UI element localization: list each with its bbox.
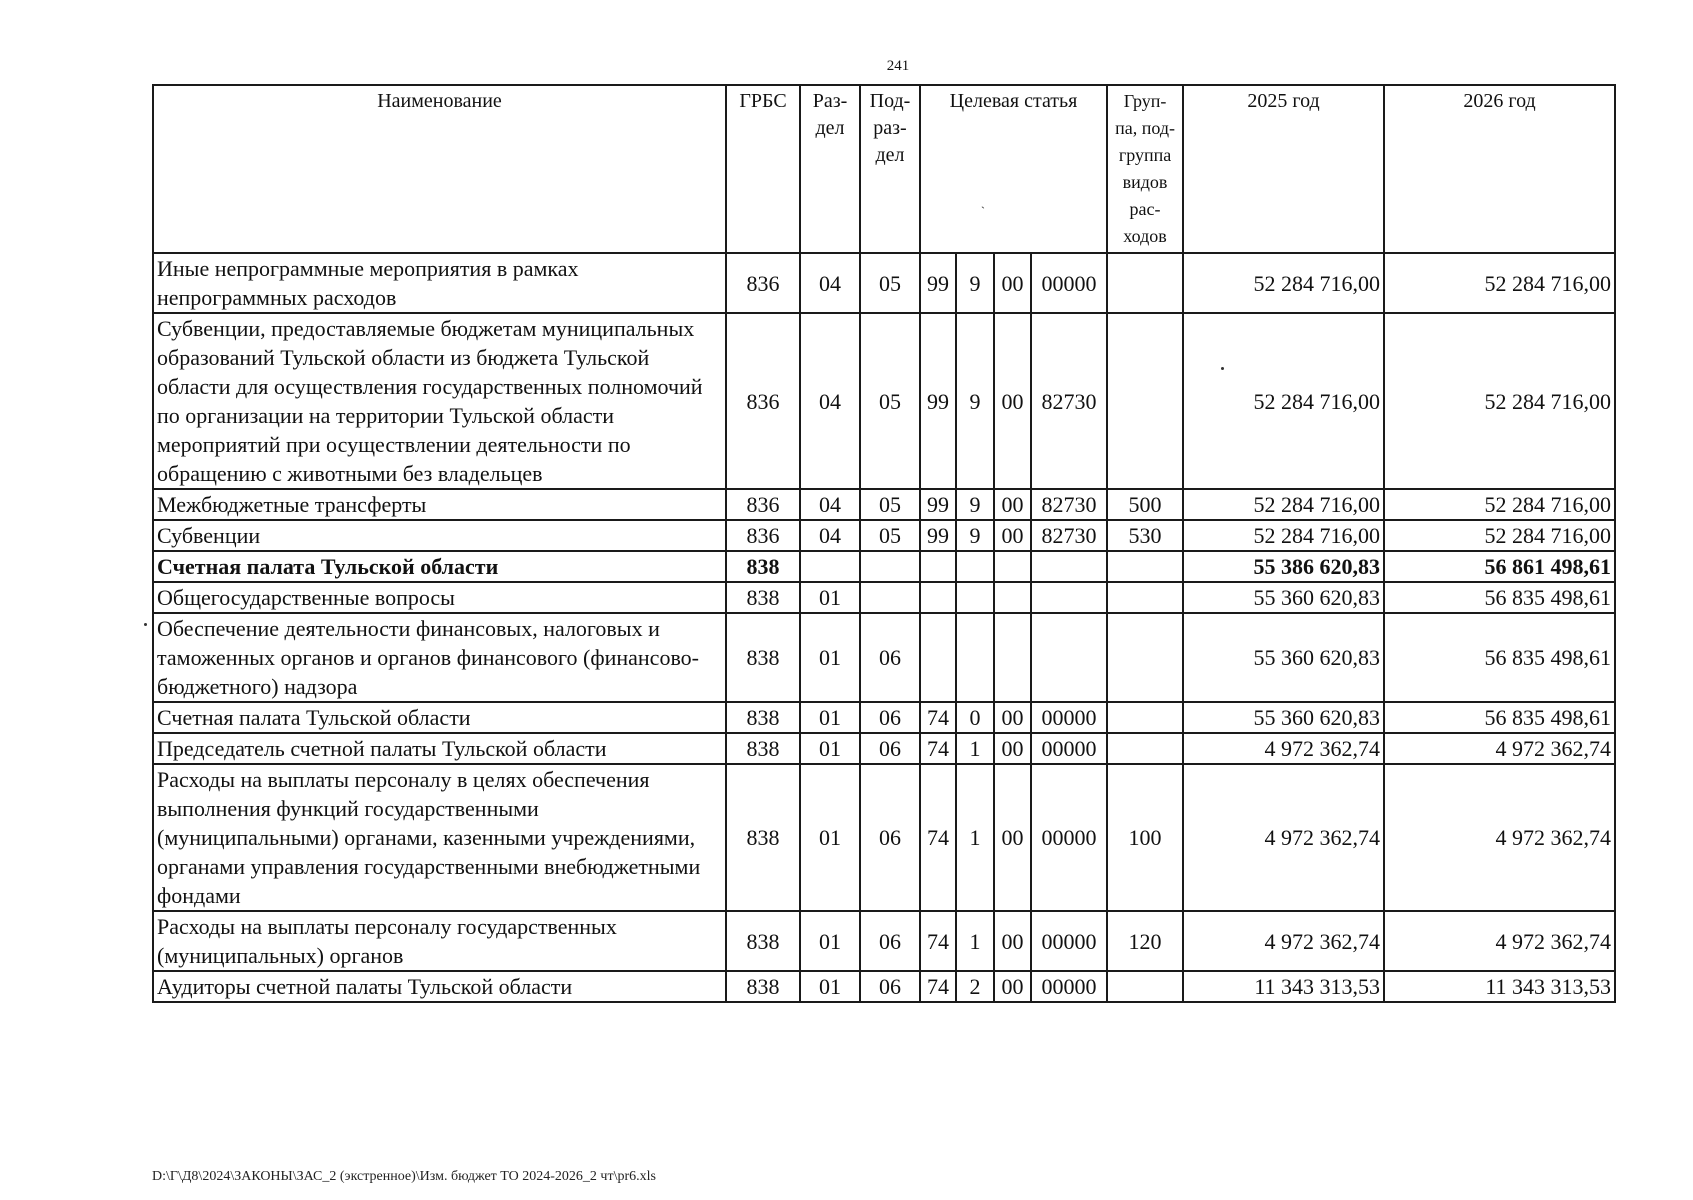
cell-target-subprogram: 0 bbox=[956, 702, 994, 733]
cell-target-main bbox=[994, 551, 1031, 582]
cell-amount-2026: 56 835 498,61 bbox=[1384, 702, 1615, 733]
cell-podrazdel: 05 bbox=[860, 253, 920, 313]
cell-expense-group: 100 bbox=[1107, 764, 1183, 911]
cell-grbs: 838 bbox=[726, 971, 800, 1002]
cell-amount-2026: 52 284 716,00 bbox=[1384, 520, 1615, 551]
cell-target-subprogram: 9 bbox=[956, 253, 994, 313]
header-expense-group: Груп- па, под- группа видов рас- ходов bbox=[1107, 85, 1183, 253]
cell-target-program: 99 bbox=[920, 489, 956, 520]
cell-expense-group bbox=[1107, 551, 1183, 582]
cell-grbs: 838 bbox=[726, 911, 800, 971]
budget-table bbox=[152, 84, 1616, 1003]
cell-razdel: 01 bbox=[800, 764, 860, 911]
table-header-row bbox=[153, 85, 1615, 253]
cell-target-subprogram bbox=[956, 582, 994, 613]
file-path-footer: D:\Г\Д8\2024\ЗАКОНЫ\ЗАС_2 (экстренное)\Изм. бюджет ТО 2024-2026_2 чт\pr6.xls bbox=[152, 1169, 656, 1184]
cell-podrazdel: 05 bbox=[860, 313, 920, 489]
cell-amount-2025: 52 284 716,00 bbox=[1183, 313, 1384, 489]
cell-amount-2026: 4 972 362,74 bbox=[1384, 733, 1615, 764]
cell-target-main: 00 bbox=[994, 733, 1031, 764]
cell-name: Председатель счетной палаты Тульской области bbox=[153, 733, 726, 764]
header-target-article bbox=[920, 85, 1107, 253]
cell-target-program bbox=[920, 582, 956, 613]
cell-name: Счетная палата Тульской области bbox=[153, 702, 726, 733]
cell-expense-group bbox=[1107, 733, 1183, 764]
cell-razdel: 01 bbox=[800, 911, 860, 971]
cell-grbs: 838 bbox=[726, 733, 800, 764]
scan-dot bbox=[144, 623, 147, 626]
cell-podrazdel: 06 bbox=[860, 702, 920, 733]
cell-target-program bbox=[920, 613, 956, 702]
cell-target-main: 00 bbox=[994, 971, 1031, 1002]
cell-target-main: 00 bbox=[994, 253, 1031, 313]
cell-target-direction: 00000 bbox=[1031, 253, 1107, 313]
table-row bbox=[153, 520, 1615, 551]
table-row bbox=[153, 733, 1615, 764]
cell-target-subprogram: 9 bbox=[956, 489, 994, 520]
cell-razdel: 01 bbox=[800, 733, 860, 764]
cell-target-program: 99 bbox=[920, 253, 956, 313]
cell-expense-group bbox=[1107, 971, 1183, 1002]
cell-target-main: 00 bbox=[994, 489, 1031, 520]
cell-target-main: 00 bbox=[994, 313, 1031, 489]
cell-target-main: 00 bbox=[994, 702, 1031, 733]
cell-name: Счетная палата Тульской области bbox=[153, 551, 726, 582]
cell-target-direction: 82730 bbox=[1031, 489, 1107, 520]
cell-target-main: 00 bbox=[994, 911, 1031, 971]
cell-expense-group bbox=[1107, 613, 1183, 702]
cell-razdel: 01 bbox=[800, 702, 860, 733]
cell-target-main bbox=[994, 582, 1031, 613]
cell-name: Расходы на выплаты персоналу государственных (муниципальных) органов bbox=[153, 911, 726, 971]
cell-name: Межбюджетные трансферты bbox=[153, 489, 726, 520]
cell-target-program bbox=[920, 551, 956, 582]
cell-name: Обеспечение деятельности финансовых, налоговых и таможенных органов и органов финансового (финансово-бюджетного) надзора bbox=[153, 613, 726, 702]
cell-target-program: 99 bbox=[920, 313, 956, 489]
table-row bbox=[153, 253, 1615, 313]
cell-target-program: 99 bbox=[920, 520, 956, 551]
header-tick-mark: ˏ bbox=[981, 195, 985, 209]
cell-amount-2025: 55 360 620,83 bbox=[1183, 582, 1384, 613]
cell-target-main: 00 bbox=[994, 520, 1031, 551]
cell-amount-2025: 52 284 716,00 bbox=[1183, 253, 1384, 313]
cell-target-subprogram: 2 bbox=[956, 971, 994, 1002]
cell-podrazdel: 06 bbox=[860, 764, 920, 911]
cell-target-program: 74 bbox=[920, 733, 956, 764]
cell-razdel: 01 bbox=[800, 613, 860, 702]
cell-amount-2025: 55 386 620,83 bbox=[1183, 551, 1384, 582]
cell-grbs: 838 bbox=[726, 702, 800, 733]
cell-target-main: 00 bbox=[994, 764, 1031, 911]
cell-amount-2026: 4 972 362,74 bbox=[1384, 911, 1615, 971]
cell-expense-group: 500 bbox=[1107, 489, 1183, 520]
cell-target-subprogram: 9 bbox=[956, 520, 994, 551]
header-grbs: ГРБС bbox=[726, 85, 800, 253]
cell-amount-2025: 52 284 716,00 bbox=[1183, 520, 1384, 551]
cell-razdel: 04 bbox=[800, 520, 860, 551]
cell-podrazdel: 05 bbox=[860, 489, 920, 520]
cell-amount-2025: 11 343 313,53 bbox=[1183, 971, 1384, 1002]
cell-razdel: 04 bbox=[800, 253, 860, 313]
table-row bbox=[153, 489, 1615, 520]
table-row bbox=[153, 764, 1615, 911]
cell-target-subprogram: 1 bbox=[956, 911, 994, 971]
header-podrazdel: Под- раз- дел bbox=[860, 85, 920, 253]
cell-amount-2025: 4 972 362,74 bbox=[1183, 911, 1384, 971]
cell-grbs: 838 bbox=[726, 582, 800, 613]
cell-razdel bbox=[800, 551, 860, 582]
header-razdel: Раз- дел bbox=[800, 85, 860, 253]
cell-target-subprogram: 1 bbox=[956, 733, 994, 764]
header-name: Наименование bbox=[153, 85, 726, 253]
table-row bbox=[153, 613, 1615, 702]
cell-target-subprogram bbox=[956, 551, 994, 582]
cell-amount-2026: 11 343 313,53 bbox=[1384, 971, 1615, 1002]
cell-name: Иные непрограммные мероприятия в рамках непрограммных расходов bbox=[153, 253, 726, 313]
cell-razdel: 01 bbox=[800, 971, 860, 1002]
cell-target-subprogram: 1 bbox=[956, 764, 994, 911]
cell-name: Общегосударственные вопросы bbox=[153, 582, 726, 613]
table-row bbox=[153, 551, 1615, 582]
cell-amount-2025: 4 972 362,74 bbox=[1183, 764, 1384, 911]
cell-target-program: 74 bbox=[920, 911, 956, 971]
cell-podrazdel: 06 bbox=[860, 733, 920, 764]
cell-target-direction: 82730 bbox=[1031, 520, 1107, 551]
cell-amount-2026: 52 284 716,00 bbox=[1384, 489, 1615, 520]
header-target-article-label: Целевая статья bbox=[949, 90, 1078, 112]
cell-amount-2025: 4 972 362,74 bbox=[1183, 733, 1384, 764]
cell-name: Субвенции bbox=[153, 520, 726, 551]
cell-target-direction: 00000 bbox=[1031, 702, 1107, 733]
cell-target-program: 74 bbox=[920, 764, 956, 911]
cell-target-direction bbox=[1031, 551, 1107, 582]
cell-razdel: 04 bbox=[800, 313, 860, 489]
cell-amount-2026: 52 284 716,00 bbox=[1384, 253, 1615, 313]
cell-expense-group bbox=[1107, 253, 1183, 313]
cell-grbs: 836 bbox=[726, 313, 800, 489]
cell-grbs: 838 bbox=[726, 764, 800, 911]
cell-target-direction: 82730 bbox=[1031, 313, 1107, 489]
cell-amount-2026: 52 284 716,00 bbox=[1384, 313, 1615, 489]
cell-name: Субвенции, предоставляемые бюджетам муниципальных образований Тульской области из бюджета Тульской области для осуществления государственных полномочий по организации на территории Тульской области мероприятий при осуществлении деятельности по обращению с животными без владельцев bbox=[153, 313, 726, 489]
cell-target-direction: 00000 bbox=[1031, 911, 1107, 971]
cell-grbs: 838 bbox=[726, 613, 800, 702]
cell-expense-group bbox=[1107, 582, 1183, 613]
cell-target-program: 74 bbox=[920, 702, 956, 733]
cell-expense-group: 120 bbox=[1107, 911, 1183, 971]
cell-podrazdel: 06 bbox=[860, 911, 920, 971]
cell-podrazdel bbox=[860, 551, 920, 582]
cell-name: Расходы на выплаты персоналу в целях обеспечения выполнения функций государственными (муниципальными) органами, казенными учреждениями, органами управления государственными внебюджетными фондами bbox=[153, 764, 726, 911]
cell-target-direction: 00000 bbox=[1031, 733, 1107, 764]
cell-expense-group: 530 bbox=[1107, 520, 1183, 551]
scan-dot bbox=[1221, 367, 1224, 370]
cell-razdel: 04 bbox=[800, 489, 860, 520]
cell-podrazdel: 06 bbox=[860, 613, 920, 702]
cell-target-direction: 00000 bbox=[1031, 971, 1107, 1002]
table-row bbox=[153, 971, 1615, 1002]
cell-amount-2026: 56 835 498,61 bbox=[1384, 582, 1615, 613]
cell-target-program: 74 bbox=[920, 971, 956, 1002]
cell-amount-2025: 52 284 716,00 bbox=[1183, 489, 1384, 520]
cell-amount-2025: 55 360 620,83 bbox=[1183, 613, 1384, 702]
cell-razdel: 01 bbox=[800, 582, 860, 613]
cell-podrazdel bbox=[860, 582, 920, 613]
cell-amount-2026: 4 972 362,74 bbox=[1384, 764, 1615, 911]
cell-grbs: 838 bbox=[726, 551, 800, 582]
table-row bbox=[153, 702, 1615, 733]
cell-target-subprogram bbox=[956, 613, 994, 702]
cell-grbs: 836 bbox=[726, 520, 800, 551]
cell-expense-group bbox=[1107, 313, 1183, 489]
cell-amount-2026: 56 861 498,61 bbox=[1384, 551, 1615, 582]
cell-grbs: 836 bbox=[726, 253, 800, 313]
cell-expense-group bbox=[1107, 702, 1183, 733]
cell-target-main bbox=[994, 613, 1031, 702]
cell-target-direction: 00000 bbox=[1031, 764, 1107, 911]
cell-podrazdel: 06 bbox=[860, 971, 920, 1002]
page-number: 241 bbox=[886, 58, 910, 74]
table-row bbox=[153, 911, 1615, 971]
table-body bbox=[153, 253, 1615, 1002]
table-row bbox=[153, 313, 1615, 489]
header-year-2026: 2026 год bbox=[1384, 85, 1615, 253]
cell-target-subprogram: 9 bbox=[956, 313, 994, 489]
cell-amount-2025: 55 360 620,83 bbox=[1183, 702, 1384, 733]
table-row bbox=[153, 582, 1615, 613]
cell-grbs: 836 bbox=[726, 489, 800, 520]
cell-target-direction bbox=[1031, 613, 1107, 702]
cell-podrazdel: 05 bbox=[860, 520, 920, 551]
cell-amount-2026: 56 835 498,61 bbox=[1384, 613, 1615, 702]
cell-name: Аудиторы счетной палаты Тульской области bbox=[153, 971, 726, 1002]
header-year-2025: 2025 год bbox=[1183, 85, 1384, 253]
cell-target-direction bbox=[1031, 582, 1107, 613]
